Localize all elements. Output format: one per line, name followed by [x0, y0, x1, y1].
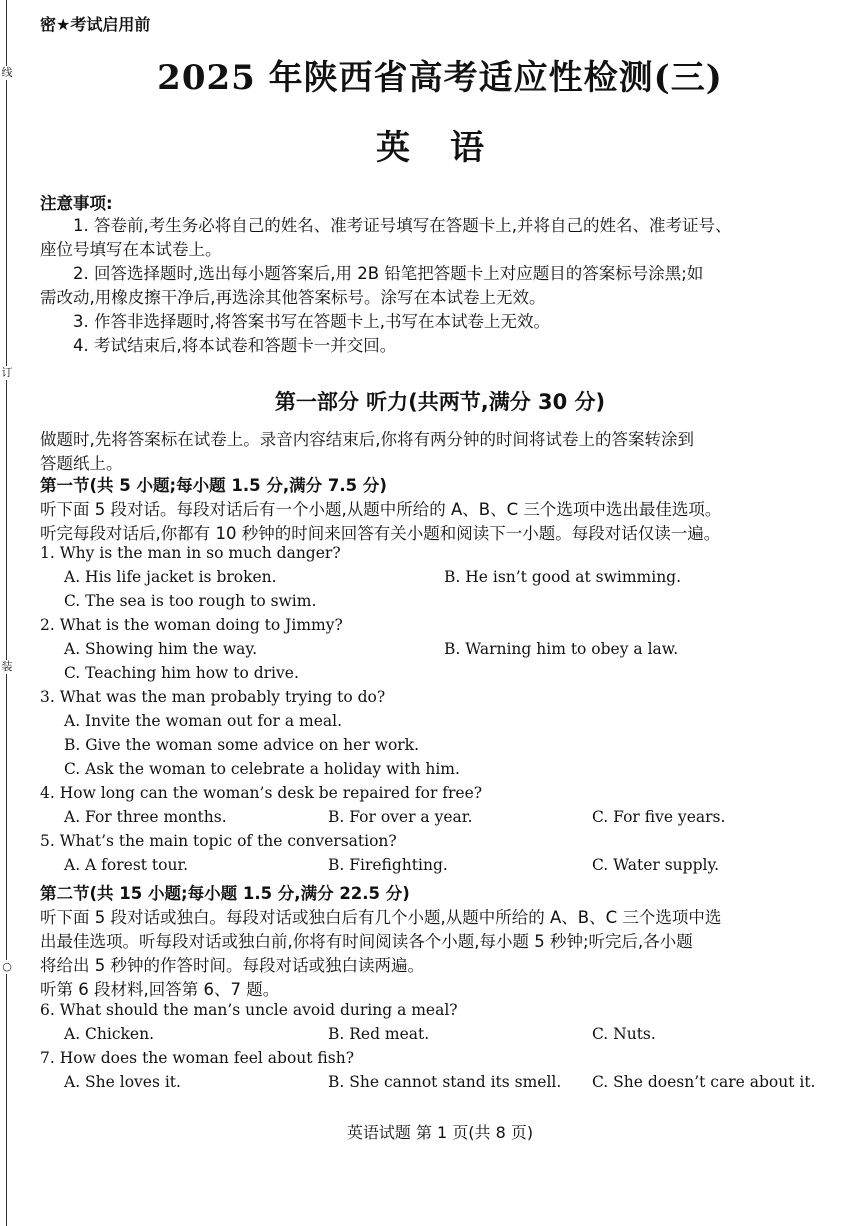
confidential-label: 密★考试启用前: [40, 15, 151, 34]
notes-item-1-cont: 座位号填写在本试卷上。: [40, 240, 222, 259]
notes-item-1: 1. 答卷前,考生务必将自己的姓名、准考证号填写在答题卡上,并将自己的姓名、准考证号、: [73, 216, 732, 235]
question-6-option-a: A. Chicken.: [64, 1025, 155, 1043]
question-7-option-a: A. She loves it.: [64, 1073, 181, 1091]
question-7-option-c: C. She doesn’t care about it.: [592, 1073, 816, 1091]
notes-item-2: 2. 回答选择题时,选出每小题答案后,用 2B 铅笔把答题卡上对应题目的答案标号涂黑;如: [73, 264, 704, 283]
question-2-option-c: C. Teaching him how to drive.: [64, 664, 299, 682]
section2-instructions: 听下面 5 段对话或独白。每段对话或独白后有几个小题,从题中所给的 A、B、C 三个选项中选: [40, 908, 722, 927]
question-6-stem: 6. What should the man’s uncle avoid during a meal?: [40, 1001, 458, 1019]
question-1-option-b: B. He isn’t good at swimming.: [444, 568, 682, 586]
binding-line: [6, 0, 7, 1226]
section1-instructions: 听下面 5 段对话。每段对话后有一个小题,从题中所给的 A、B、C 三个选项中选出最佳选项。: [40, 500, 722, 519]
notes-item-2-cont: 需改动,用橡皮擦干净后,再选涂其他答案标号。涂写在本试卷上无效。: [40, 288, 546, 307]
question-4-option-b: B. For over a year.: [328, 808, 473, 826]
binding-mark: 订: [1, 366, 13, 379]
question-1-option-a: A. His life jacket is broken.: [64, 568, 277, 586]
subject-title: 英语: [376, 128, 524, 168]
exam-title: 2025 年陕西省高考适应性检测(三): [157, 58, 723, 98]
question-3-option-c: C. Ask the woman to celebrate a holiday with him.: [64, 760, 460, 778]
notes-heading: 注意事项:: [40, 194, 113, 213]
material-6-label: 听第 6 段材料,回答第 6、7 题。: [40, 980, 280, 999]
question-6-option-b: B. Red meat.: [328, 1025, 430, 1043]
question-2-stem: 2. What is the woman doing to Jimmy?: [40, 616, 343, 634]
question-3-option-b: B. Give the woman some advice on her work.: [64, 736, 420, 754]
question-7-option-b: B. She cannot stand its smell.: [328, 1073, 562, 1091]
section1-instructions-cont: 听完每段对话后,你都有 10 秒钟的时间来回答有关小题和阅读下一小题。每段对话仅读一遍。: [40, 524, 721, 543]
question-4-option-c: C. For five years.: [592, 808, 726, 826]
part1-intro: 做题时,先将答案标在试卷上。录音内容结束后,你将有两分钟的时间将试卷上的答案转涂到: [40, 430, 694, 449]
page-footer: 英语试题 第 1 页(共 8 页): [346, 1123, 534, 1142]
question-5-option-b: B. Firefighting.: [328, 856, 448, 874]
notes-item-4: 4. 考试结束后,将本试卷和答题卡一并交回。: [73, 336, 397, 355]
question-5-stem: 5. What’s the main topic of the conversation?: [40, 832, 397, 850]
binding-mark: ○: [2, 960, 12, 973]
question-3-option-a: A. Invite the woman out for a meal.: [64, 712, 342, 730]
question-3-stem: 3. What was the man probably trying to do?: [40, 688, 386, 706]
binding-mark: 线: [1, 66, 13, 79]
question-7-stem: 7. How does the woman feel about fish?: [40, 1049, 355, 1067]
question-2-option-a: A. Showing him the way.: [64, 640, 258, 658]
notes-item-3: 3. 作答非选择题时,将答案书写在答题卡上,书写在本试卷上无效。: [73, 312, 550, 331]
question-6-option-c: C. Nuts.: [592, 1025, 656, 1043]
section2-instructions-cont: 出最佳选项。听每段对话或独白前,你将有时间阅读各个小题,每小题 5 秒钟;听完后,各小题: [40, 932, 693, 951]
question-5-option-c: C. Water supply.: [592, 856, 720, 874]
question-1-option-c: C. The sea is too rough to swim.: [64, 592, 317, 610]
question-1-stem: 1. Why is the man in so much danger?: [40, 544, 341, 562]
part1-intro-cont: 答题纸上。: [40, 454, 123, 473]
question-5-option-a: A. A forest tour.: [64, 856, 189, 874]
section1-heading: 第一节(共 5 小题;每小题 1.5 分,满分 7.5 分): [40, 476, 387, 495]
binding-mark: 装: [1, 660, 13, 673]
section2-heading: 第二节(共 15 小题;每小题 1.5 分,满分 22.5 分): [40, 884, 410, 903]
question-4-stem: 4. How long can the woman’s desk be repaired for free?: [40, 784, 483, 802]
section2-instructions-cont2: 将给出 5 秒钟的作答时间。每段对话或独白读两遍。: [40, 956, 424, 975]
part1-title: 第一部分 听力(共两节,满分 30 分): [274, 390, 606, 414]
question-2-option-b: B. Warning him to obey a law.: [444, 640, 679, 658]
question-4-option-a: A. For three months.: [64, 808, 227, 826]
